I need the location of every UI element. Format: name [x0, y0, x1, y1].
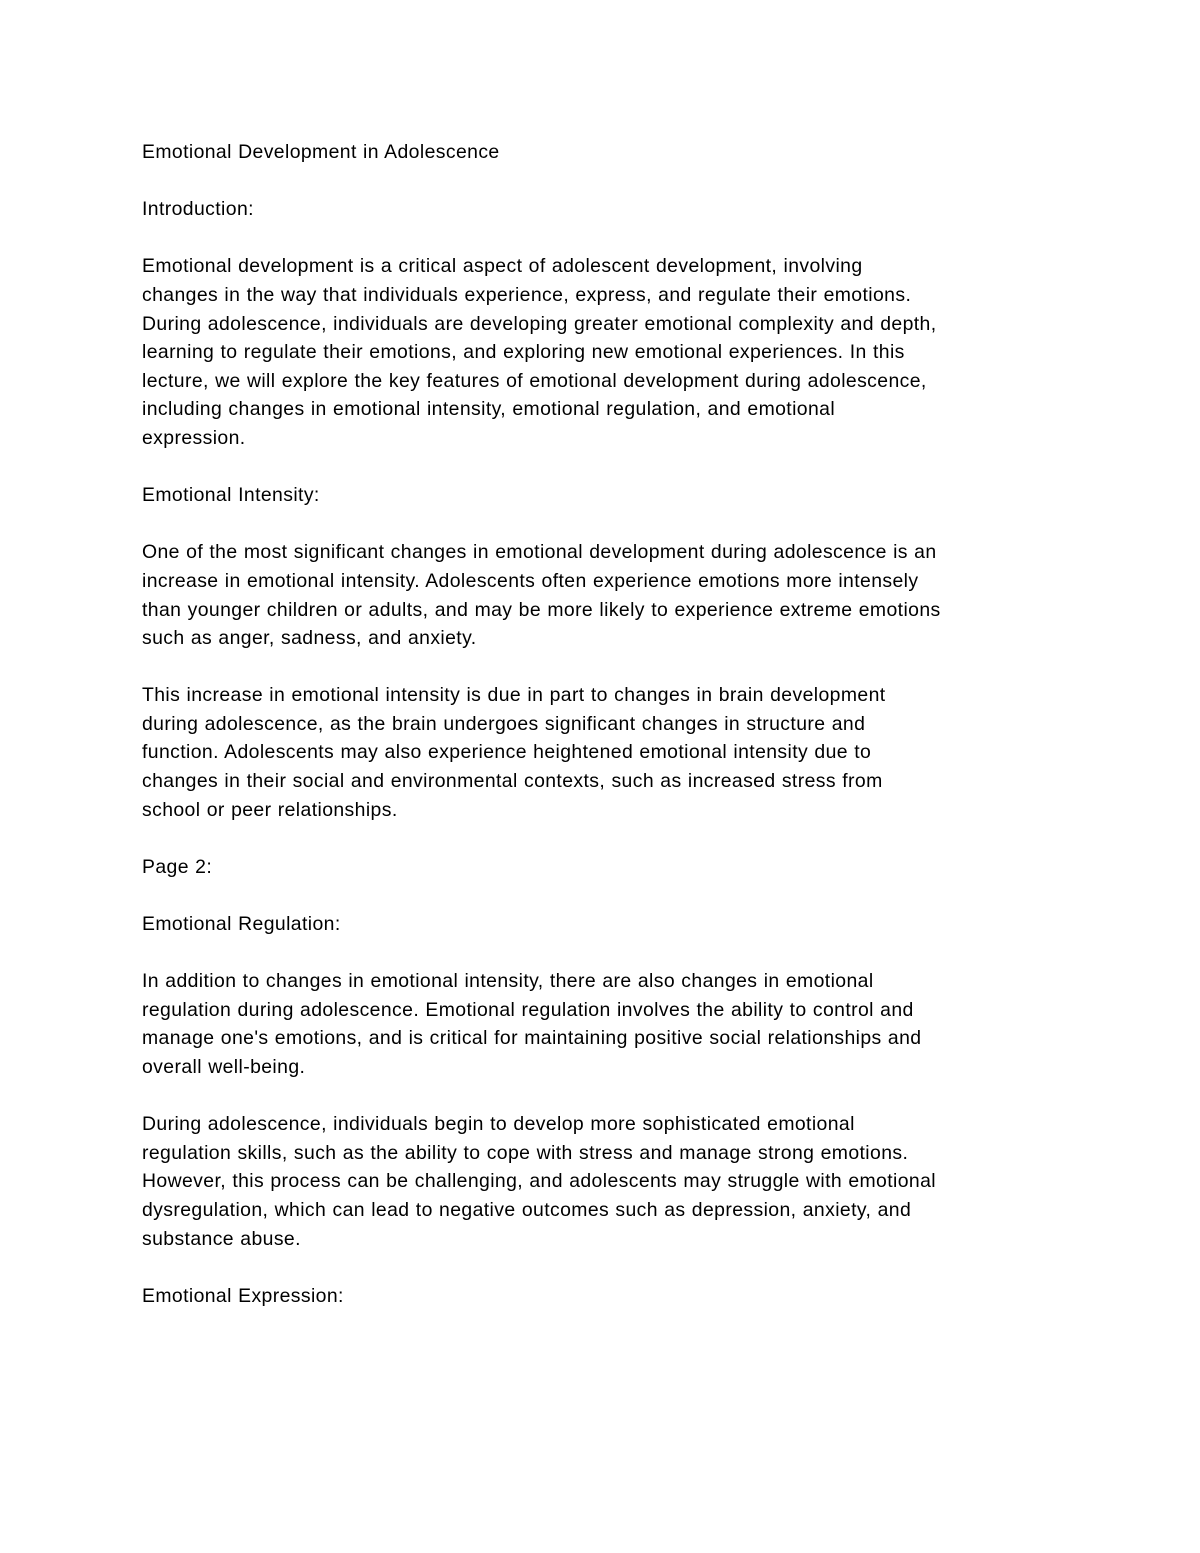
- document-title-text: Emotional Development in Adolescence: [142, 141, 500, 163]
- text-line: This increase in emotional intensity is due in part to changes in brain development: [142, 684, 886, 707]
- intensity-paragraph-1: [142, 538, 1054, 652]
- text-line: changes in the way that individuals experience, express, and regulate their emotions.: [142, 283, 912, 306]
- text-line: Page 2:: [142, 855, 213, 878]
- text-line: overall well-being.: [142, 1056, 306, 1078]
- document-title: [142, 138, 1054, 167]
- regulation-paragraph-2: [142, 1110, 1054, 1253]
- text-line: learning to regulate their emotions, and exploring new emotional experiences. In this: [142, 341, 905, 364]
- text-line: During adolescence, individuals are developing greater emotional complexity and depth,: [142, 312, 937, 335]
- regulation-heading: [142, 910, 1054, 939]
- text-line: Emotional Intensity:: [142, 484, 320, 507]
- text-line: Emotional Regulation:: [142, 913, 341, 936]
- text-line: such as anger, sadness, and anxiety.: [142, 627, 477, 650]
- text-line: In addition to changes in emotional intensity, there are also changes in emotional: [142, 970, 874, 993]
- text-line: function. Adolescents may also experience heightened emotional intensity due to: [142, 741, 872, 764]
- text-line: regulation during adolescence. Emotional regulation involves the ability to control and: [142, 998, 914, 1021]
- text-line: regulation skills, such as the ability to cope with stress and manage strong emotions.: [142, 1141, 909, 1164]
- text-line: One of the most significant changes in emotional development during adolescence is an: [142, 541, 937, 564]
- text-line: school or peer relationships.: [142, 798, 398, 821]
- intro-heading: [142, 195, 1054, 224]
- text-line: including changes in emotional intensity, emotional regulation, and emotional: [142, 398, 836, 421]
- document-content: [142, 138, 1054, 1310]
- text-line: dysregulation, which can lead to negative outcomes such as depression, anxiety, and: [142, 1198, 912, 1221]
- text-line: lecture, we will explore the key features of emotional development during adolescence,: [142, 369, 927, 392]
- text-line: increase in emotional intensity. Adolescents often experience emotions more intensely: [142, 569, 919, 592]
- regulation-paragraph-1: [142, 967, 1054, 1081]
- text-line: during adolescence, as the brain undergoes significant changes in structure and: [142, 712, 866, 735]
- intro-paragraph: [142, 252, 1054, 452]
- text-line: Emotional Expression:: [142, 1284, 344, 1307]
- text-line: than younger children or adults, and may be more likely to experience extreme emotions: [142, 598, 941, 621]
- text-line: expression.: [142, 426, 246, 449]
- text-line: Emotional development is a critical aspect of adolescent development, involving: [142, 255, 863, 278]
- page-2-marker: [142, 853, 1054, 882]
- intensity-heading: [142, 481, 1054, 510]
- text-line: substance abuse.: [142, 1227, 301, 1250]
- text-line: During adolescence, individuals begin to develop more sophisticated emotional: [142, 1113, 855, 1136]
- text-line: Introduction:: [142, 198, 254, 221]
- intensity-paragraph-2: [142, 681, 1054, 824]
- text-line: changes in their social and environmental contexts, such as increased stress from: [142, 770, 883, 793]
- text-line: manage one's emotions, and is critical for maintaining positive social relationships and: [142, 1027, 922, 1050]
- expression-heading: [142, 1282, 1054, 1311]
- text-line: However, this process can be challenging, and adolescents may struggle with emotional: [142, 1170, 937, 1193]
